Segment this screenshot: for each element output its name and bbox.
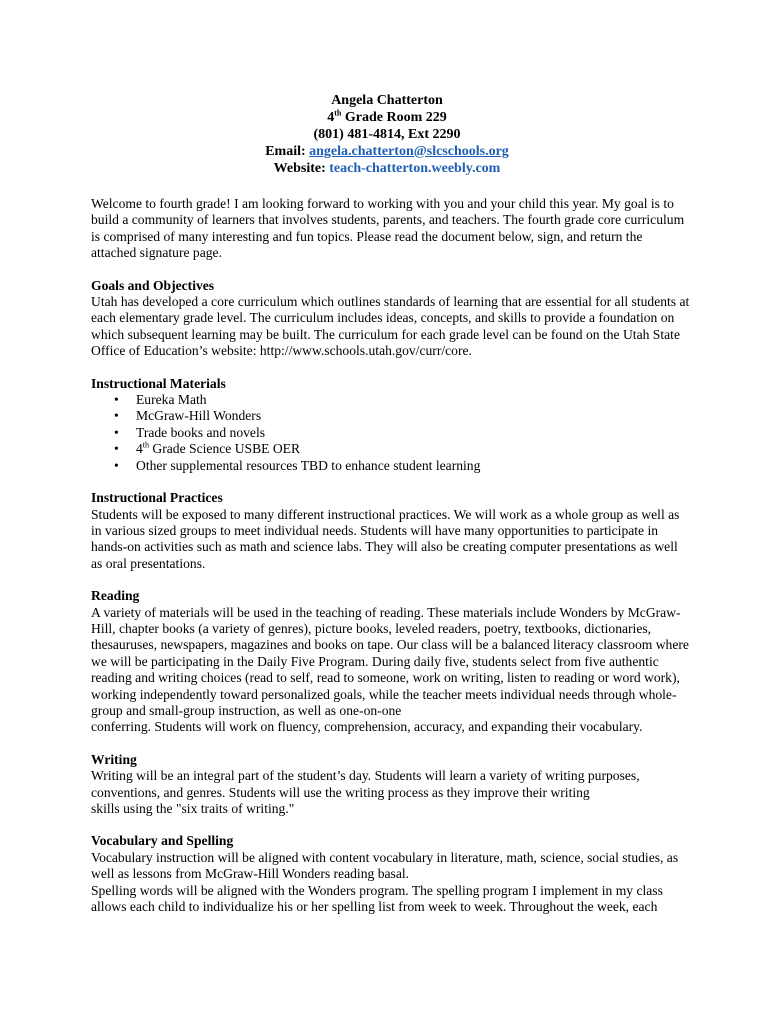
list-item: • Trade books and novels bbox=[136, 425, 691, 441]
website-label: Website: bbox=[273, 161, 330, 176]
section-practices bbox=[91, 490, 691, 572]
materials-heading: Instructional Materials bbox=[91, 375, 226, 391]
document-page bbox=[91, 92, 691, 915]
phone-number: (801) 481-4814, Ext 2290 bbox=[313, 127, 461, 142]
section-vocabulary bbox=[91, 833, 691, 915]
reading-body: A variety of materials will be used in the teaching of reading. These materials include Wonders by McGraw-Hill, chapter books (a variety of genres), picture books, leveled readers, poetry, textbooks, dictionaries, thesauruses, newspapers, magazines and books on tape. Our class will be a balanced literacy classroom where we will be participating in the Daily Five Program. During daily five, students select from five authentic reading and writing choices (read to self, read to someone, work on writing, listen to reading or word work), working independently toward personalized goals, while the teacher meets individual needs through whole-group and small-group instruction, as well as one-on-one bbox=[91, 604, 689, 718]
website-line bbox=[83, 160, 691, 177]
section-materials bbox=[91, 376, 691, 474]
section-goals bbox=[91, 278, 691, 360]
email-line bbox=[83, 143, 691, 160]
writing-body-end: skills using the "six traits of writing." bbox=[91, 801, 295, 816]
vocab-heading: Vocabulary and Spelling bbox=[91, 833, 234, 849]
email-label: Email: bbox=[265, 144, 310, 159]
website-link[interactable]: teach-chatterton.weebly.com bbox=[329, 161, 501, 176]
grade-room: 4th Grade Room 229 bbox=[327, 108, 447, 125]
spelling-body: Spelling words will be aligned with the Wonders program. The spelling program I implement in my class allows each child to individualize his or her spelling list from week to week. Throughout the week, each bbox=[91, 882, 663, 915]
list-item: • Eureka Math bbox=[136, 392, 691, 408]
practices-body: Students will be exposed to many different instructional practices. We will work as a whole group as well as in various sized groups to meet individual needs. Students will have many opportunities to participate in hands-on activities such as math and science labs. They will also be creating computer presentations as well as oral presentations. bbox=[91, 506, 680, 571]
writing-heading: Writing bbox=[91, 751, 137, 767]
letterhead bbox=[83, 92, 691, 177]
email-link[interactable]: angela.chatterton@slcschools.org bbox=[309, 144, 509, 159]
reading-heading: Reading bbox=[91, 588, 140, 604]
teacher-name: Angela Chatterton bbox=[331, 93, 443, 108]
section-writing bbox=[91, 752, 691, 818]
intro-paragraph: Welcome to fourth grade! I am looking forward to working with you and your child this year. My goal is to build a community of learners that involves students, parents, and teachers. The fourth grade core curriculum is comprised of many interesting and fun topics. Please read the document below, sign, and return the attached signature page. bbox=[91, 196, 685, 261]
goals-body: Utah has developed a core curriculum which outlines standards of learning that are essential for all students at each elementary grade level. The curriculum includes ideas, concepts, and skills to provide a foundation on which subsequent learning may be built. The curriculum for each grade level can be found on the Utah State Office of Education’s website: http://www.schools.utah.gov/curr/core. bbox=[91, 294, 690, 359]
writing-body: Writing will be an integral part of the student’s day. Students will learn a variety of writing purposes, conventions, and genres. Students will use the writing process as they improve their writing bbox=[91, 768, 640, 800]
goals-heading: Goals and Objectives bbox=[91, 277, 215, 293]
materials-list bbox=[91, 392, 691, 474]
vocab-body: Vocabulary instruction will be aligned with content vocabulary in literature, math, science, social studies, as well as lessons from McGraw-Hill Wonders reading basal. bbox=[91, 849, 679, 882]
practices-heading: Instructional Practices bbox=[91, 490, 223, 506]
section-reading bbox=[91, 588, 691, 736]
list-item: • Other supplemental resources TBD to enhance student learning bbox=[136, 458, 691, 474]
list-item: • 4th Grade Science USBE OER bbox=[136, 441, 691, 457]
list-item: • McGraw-Hill Wonders bbox=[136, 408, 691, 424]
reading-body-end: conferring. Students will work on fluency, comprehension, accuracy, and expanding their vocabulary. bbox=[91, 719, 643, 735]
